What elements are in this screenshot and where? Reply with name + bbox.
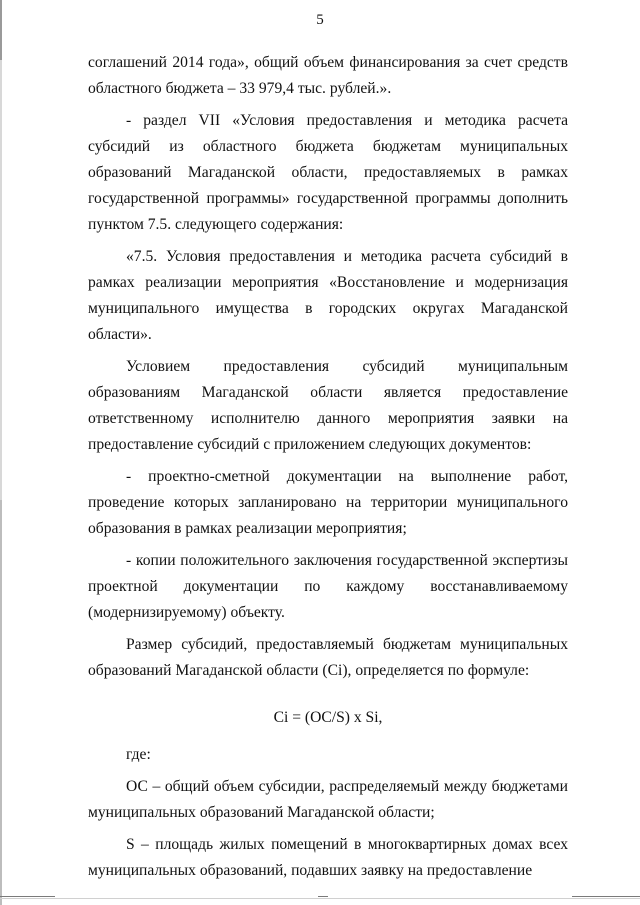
paragraph-design-documentation: - проектно-сметной документации на выполнение работ, проведение которых запланировано на территории муниципального образования в рамках реализации мероприятия; (88, 468, 568, 537)
paragraph-expertise-conclusion: - копии положительного заключения государственной экспертизы проектной документации по каждому восстанавливаемому (модернизируемому) объекту. (88, 552, 568, 621)
paragraph-s-definition: S – площадь жилых помещений в многоквартирных домах всех муниципальных образований, подавших заявку на предоставление (88, 836, 568, 879)
document-body (88, 50, 568, 884)
scan-mark-bottom-center (318, 896, 328, 897)
page-number: 5 (316, 12, 324, 28)
paragraph-item-7-5: «7.5. Условия предоставления и методика расчета субсидий в рамках реализации мероприятия «Восстановление и модернизация муниципального имущества в городских округах Магаданской области». (88, 248, 568, 343)
scan-edge-bottom (0, 898, 640, 899)
paragraph-oc-definition: ОС – общий объем субсидии, распределяемый между бюджетами муниципальных образований Магаданской области; (88, 778, 568, 821)
paragraph-section-vii: - раздел VII «Условия предоставления и методика расчета субсидий из областного бюджета бюджетам муниципальных образований Магаданской области, предоставляемых в рамках государственной программы» государственной программы дополнить пунктом 7.5. следующего содержания: (88, 112, 568, 233)
paragraph-where: где: (126, 746, 151, 763)
scan-edge-left (0, 0, 2, 905)
paragraph-funding-volume: соглашений 2014 года», общий объем финансирования за счет средств областного бюджета – 33 979,4 тыс. рублей.». (88, 54, 568, 97)
scan-mark-bottom-left (0, 896, 55, 897)
paragraph-subsidy-size: Размер субсидий, предоставляемый бюджетам муниципальных образований Магаданской области (Ci), определяется по формуле: (88, 636, 568, 679)
paragraph-subsidy-conditions: Условием предоставления субсидий муниципальным образованиям Магаданской области является предоставление ответственному исполнителю данного мероприятия заявки на предоставление субсидий с приложением следующих документов: (88, 358, 568, 453)
scan-mark-bottom-right (572, 896, 640, 897)
formula: Ci = (OC/S) x Si, (273, 709, 383, 726)
